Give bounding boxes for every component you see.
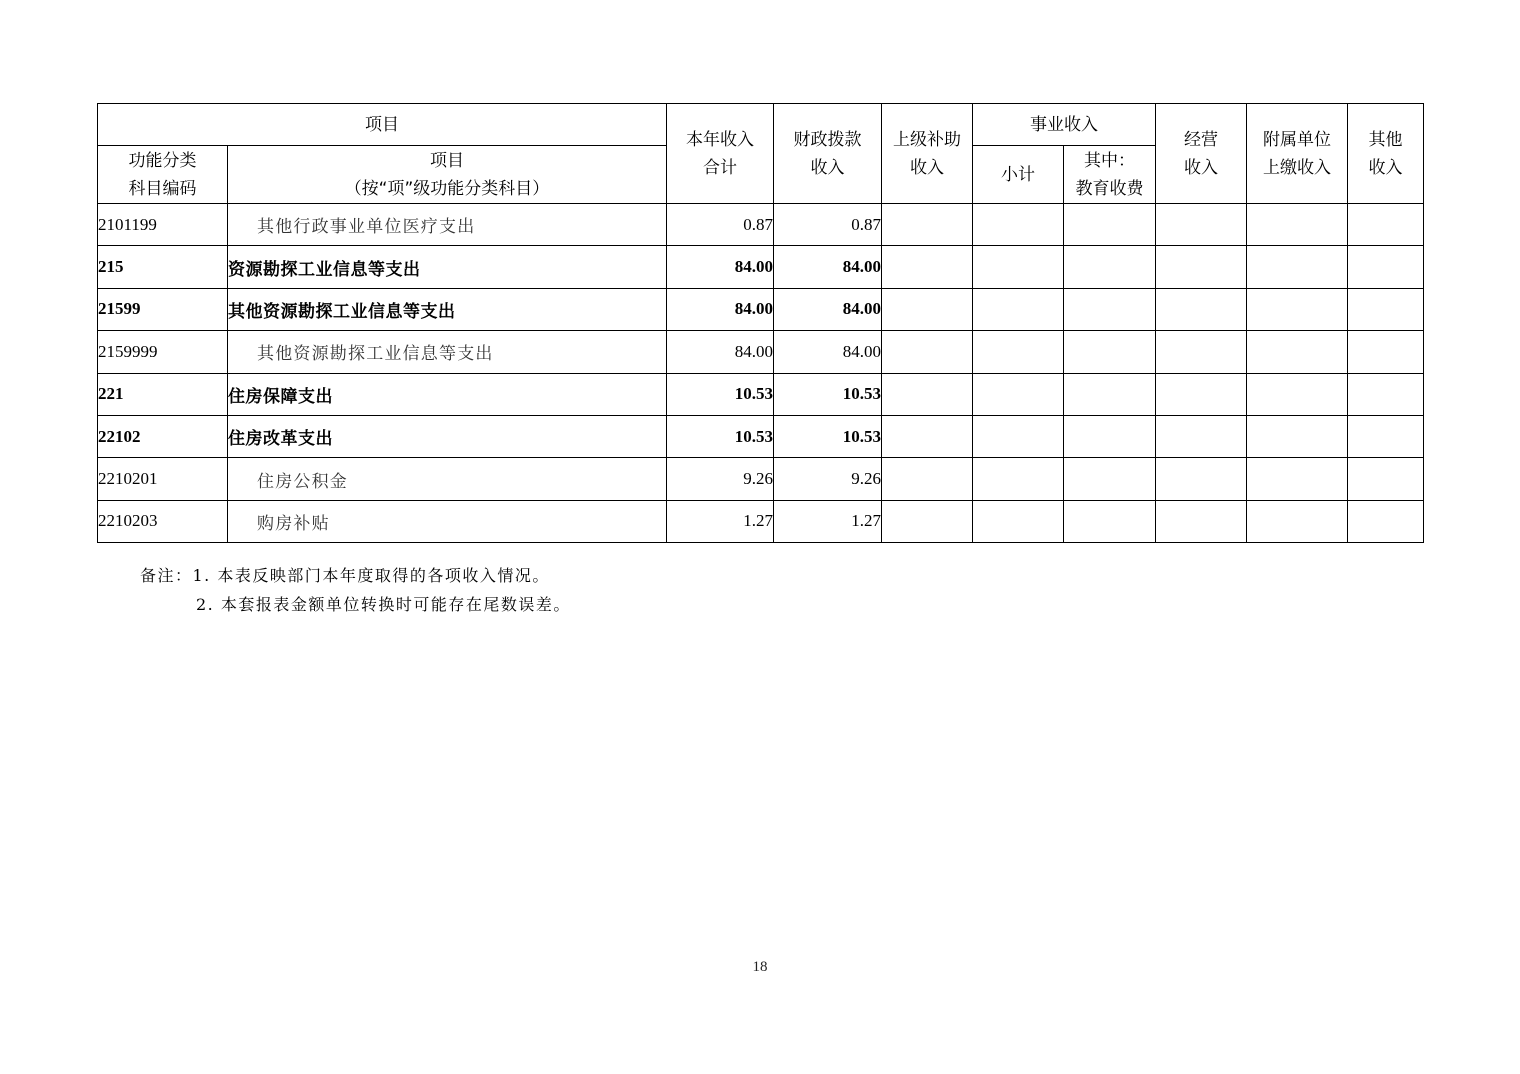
row-code: 2101199 (98, 204, 228, 246)
empty-cell (1348, 288, 1424, 330)
empty-cell (1064, 246, 1156, 288)
empty-cell (1247, 415, 1348, 457)
empty-cell (1247, 331, 1348, 373)
empty-cell (1247, 500, 1348, 542)
empty-cell (1156, 373, 1247, 415)
empty-cell (1064, 415, 1156, 457)
row-code: 22102 (98, 415, 228, 457)
row-fiscal: 84.00 (774, 288, 882, 330)
header-affiliated-income: 附属单位 上缴收入 (1247, 104, 1348, 204)
table-row (98, 500, 1424, 542)
empty-cell (973, 373, 1064, 415)
row-fiscal: 0.87 (774, 204, 882, 246)
empty-cell (882, 500, 973, 542)
header-other-income: 其他 收入 (1348, 104, 1424, 204)
empty-cell (1348, 331, 1424, 373)
table-row (98, 415, 1424, 457)
empty-cell (1247, 373, 1348, 415)
empty-cell (973, 458, 1064, 500)
row-total: 84.00 (667, 246, 774, 288)
header-education-fees: 其中： 教育收费 (1064, 146, 1156, 204)
empty-cell (1064, 373, 1156, 415)
row-total: 9.26 (667, 458, 774, 500)
empty-cell (1156, 288, 1247, 330)
row-total: 84.00 (667, 331, 774, 373)
row-name: 住房改革支出 (228, 415, 667, 457)
row-total: 84.00 (667, 288, 774, 330)
row-fiscal: 10.53 (774, 373, 882, 415)
empty-cell (882, 331, 973, 373)
empty-cell (973, 204, 1064, 246)
empty-cell (1156, 246, 1247, 288)
table-header (98, 104, 1424, 204)
empty-cell (1156, 415, 1247, 457)
empty-cell (973, 331, 1064, 373)
row-name: 住房保障支出 (228, 373, 667, 415)
empty-cell (1247, 288, 1348, 330)
header-fiscal-allocation: 财政拨款 收入 (774, 104, 882, 204)
table-row (98, 458, 1424, 500)
row-fiscal: 9.26 (774, 458, 882, 500)
row-total: 10.53 (667, 373, 774, 415)
row-code: 215 (98, 246, 228, 288)
row-fiscal: 1.27 (774, 500, 882, 542)
row-total: 1.27 (667, 500, 774, 542)
row-code: 2159999 (98, 331, 228, 373)
empty-cell (1156, 204, 1247, 246)
page-number: 18 (752, 959, 768, 975)
row-total: 10.53 (667, 415, 774, 457)
table-row (98, 288, 1424, 330)
table-row (98, 373, 1424, 415)
empty-cell (973, 288, 1064, 330)
empty-cell (1064, 458, 1156, 500)
empty-cell (1348, 246, 1424, 288)
table-row (98, 246, 1424, 288)
empty-cell (882, 246, 973, 288)
header-superior-subsidy: 上级补助 收入 (882, 104, 973, 204)
header-operating-income: 经营 收入 (1156, 104, 1247, 204)
table-row (98, 331, 1424, 373)
empty-cell (882, 288, 973, 330)
row-name: 其他资源勘探工业信息等支出 (228, 288, 667, 330)
table-body (98, 204, 1424, 543)
empty-cell (1247, 204, 1348, 246)
empty-cell (973, 500, 1064, 542)
table-notes (140, 561, 571, 619)
row-name: 其他行政事业单位医疗支出 (228, 204, 667, 246)
empty-cell (973, 246, 1064, 288)
row-fiscal: 84.00 (774, 246, 882, 288)
row-code: 2210203 (98, 500, 228, 542)
note-line-2: 2. 本套报表金额单位转换时可能存在尾数误差。 (196, 595, 571, 614)
empty-cell (1156, 331, 1247, 373)
row-code: 221 (98, 373, 228, 415)
empty-cell (1348, 500, 1424, 542)
empty-cell (882, 204, 973, 246)
row-name: 住房公积金 (228, 458, 667, 500)
note-line-1: 备注：1. 本表反映部门本年度取得的各项收入情况。 (140, 566, 550, 585)
empty-cell (1064, 331, 1156, 373)
header-item-name: 项目 （按“项”级功能分类科目） (228, 146, 667, 204)
empty-cell (1348, 458, 1424, 500)
empty-cell (1156, 458, 1247, 500)
empty-cell (973, 415, 1064, 457)
row-total: 0.87 (667, 204, 774, 246)
header-subtotal: 小计 (973, 146, 1064, 204)
empty-cell (1064, 500, 1156, 542)
table-row (98, 204, 1424, 246)
row-name: 资源勘探工业信息等支出 (228, 246, 667, 288)
row-name: 其他资源勘探工业信息等支出 (228, 331, 667, 373)
empty-cell (1348, 415, 1424, 457)
empty-cell (1156, 500, 1247, 542)
row-fiscal: 10.53 (774, 415, 882, 457)
empty-cell (1348, 373, 1424, 415)
empty-cell (1247, 246, 1348, 288)
row-code: 21599 (98, 288, 228, 330)
income-table (97, 103, 1424, 543)
empty-cell (882, 373, 973, 415)
empty-cell (1348, 204, 1424, 246)
empty-cell (882, 415, 973, 457)
header-function-code: 功能分类 科目编码 (98, 146, 228, 204)
header-project-group: 项目 (98, 104, 667, 146)
header-business-income-group: 事业收入 (973, 104, 1156, 146)
row-fiscal: 84.00 (774, 331, 882, 373)
empty-cell (1247, 458, 1348, 500)
empty-cell (1064, 288, 1156, 330)
header-total-income: 本年收入 合计 (667, 104, 774, 204)
empty-cell (882, 458, 973, 500)
empty-cell (1064, 204, 1156, 246)
row-name: 购房补贴 (228, 500, 667, 542)
row-code: 2210201 (98, 458, 228, 500)
